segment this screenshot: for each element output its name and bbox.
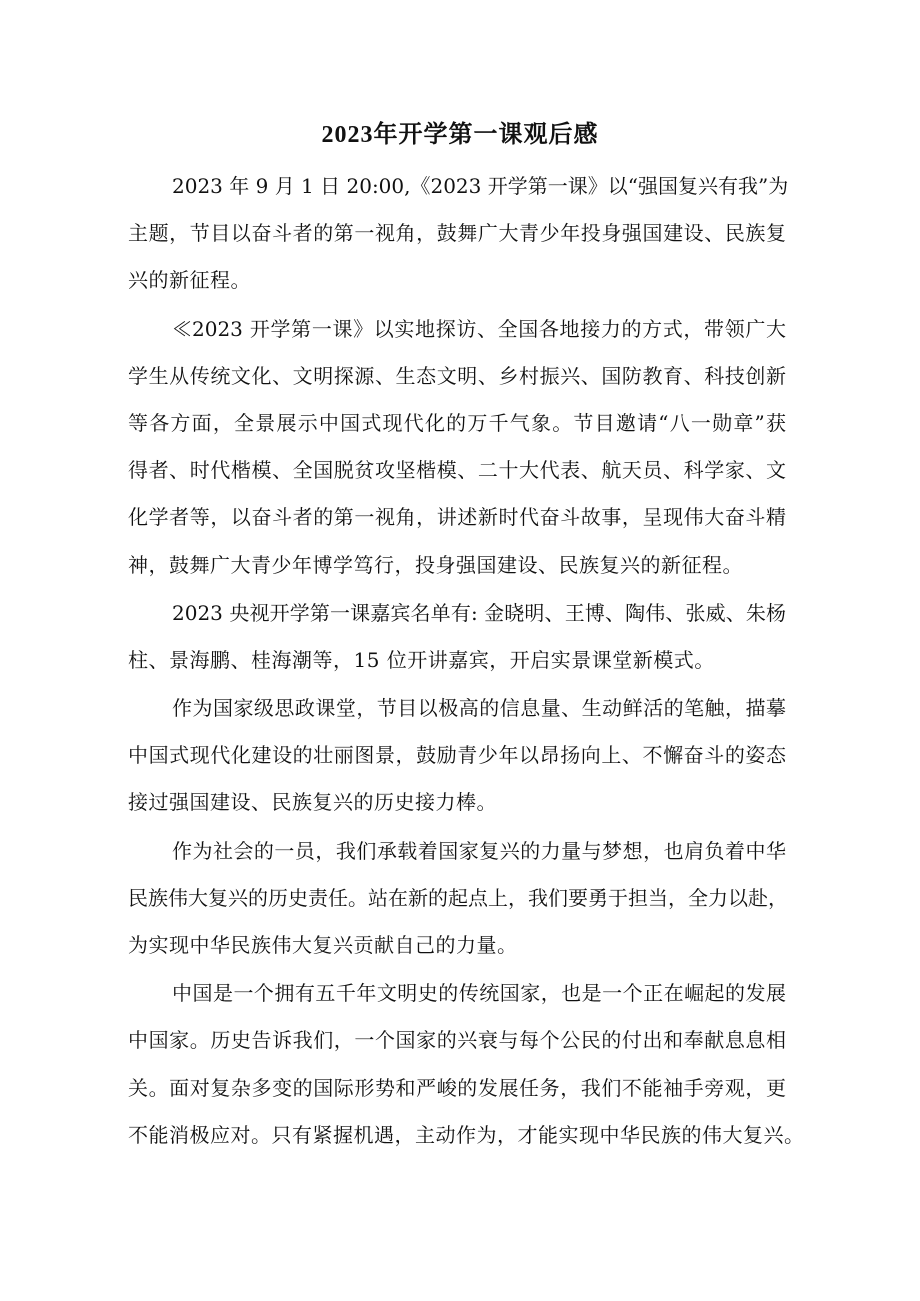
paragraph	[128, 973, 805, 1162]
paragraph	[128, 309, 786, 592]
text-line: 得者、时代楷模、全国脱贫攻坚楷模、二十大代表、航天员、科学家、文	[128, 458, 786, 483]
text-line: 主题，节目以奋斗者的第一视角，鼓舞广大青少年投身强国建设、民族复	[128, 221, 786, 246]
text-line: 关。面对复杂多变的国际形势和严峻的发展任务，我们不能袖手旁观，更	[128, 1075, 786, 1100]
text-line: 作为国家级思政课堂，节目以极高的信息量、生动鲜活的笔触，描摹	[172, 696, 786, 721]
text-line: 2023 年 9 月 1 日 20:00,《2023 开学第一课》以“强国复兴有我”为	[172, 174, 789, 198]
document-body	[128, 166, 805, 1163]
text-line: 兴的新征程。	[128, 268, 251, 293]
text-line: 神，鼓舞广大青少年博学笃行，投身强国建设、民族复兴的新征程。	[128, 552, 743, 577]
text-line: 接过强国建设、民族复兴的历史接力棒。	[128, 790, 497, 815]
text-line: 等各方面，全景展示中国式现代化的万千气象。节目邀请“八一勋章”获	[128, 410, 786, 435]
text-line: 作为社会的一员，我们承载着国家复兴的力量与梦想，也肩负着中华	[172, 838, 786, 863]
text-line: ≪2023 开学第一课》以实地探访、全国各地接力的方式，带领广大	[172, 316, 786, 341]
text-line: 学生从传统文化、文明探源、生态文明、乡村振兴、国防教育、科技创新	[128, 363, 786, 388]
text-line: 中国家。历史告诉我们，一个国家的兴衰与每个公民的付出和奉献息息相	[128, 1028, 786, 1053]
text-line: 为实现中华民族伟大复兴贡献自己的力量。	[128, 933, 518, 957]
text-line: 民族伟大复兴的历史责任。站在新的起点上，我们要勇于担当，全力以赴，	[128, 885, 788, 910]
document-title: 2023年开学第一课观后感	[321, 122, 599, 148]
text-line: 2023 央视开学第一课嘉宾名单有: 金晓明、王博、陶伟、张威、朱杨	[172, 600, 786, 625]
text-line: 中国是一个拥有五千年文明史的传统国家，也是一个正在崛起的发展	[172, 981, 786, 1006]
text-line: 不能消极应对。只有紧握机遇，主动作为，才能实现中华民族的伟大复兴。	[128, 1122, 805, 1147]
paragraph	[128, 593, 786, 687]
text-line: 柱、景海鹏、桂海潮等，15 位开讲嘉宾，开启实景课堂新模式。	[128, 647, 715, 672]
paragraph	[128, 831, 786, 973]
text-line: 化学者等，以奋斗者的第一视角，讲述新时代奋斗故事，呈现伟大奋斗精	[128, 505, 786, 530]
paragraph	[128, 166, 789, 308]
text-line: 中国式现代化建设的壮丽图景，鼓励青少年以昂扬向上、不懈奋斗的姿态	[128, 743, 786, 768]
paragraph	[128, 688, 786, 830]
